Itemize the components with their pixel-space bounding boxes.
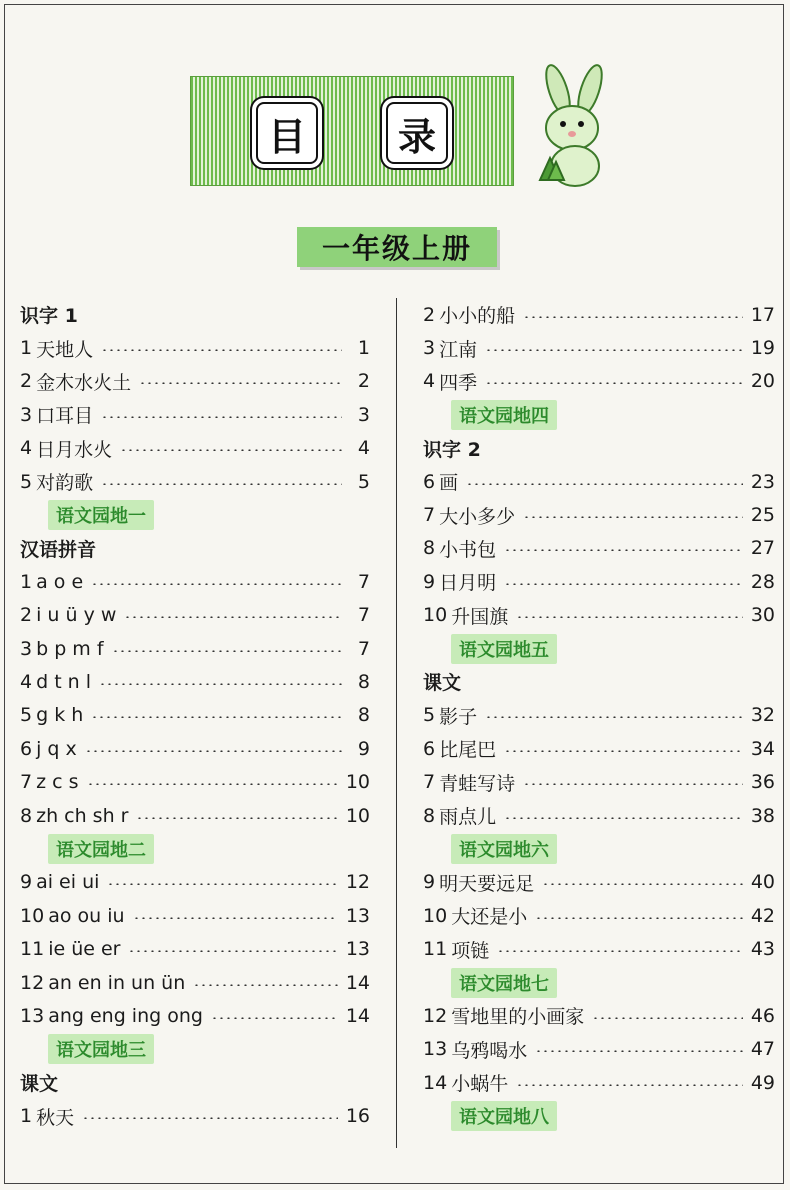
entry-number: 6	[423, 470, 436, 493]
entry-number: 14	[423, 1071, 448, 1094]
entry-number: 5	[423, 704, 436, 727]
entry-number: 8	[423, 804, 436, 827]
toc-entry	[423, 899, 775, 932]
toc-entry	[423, 699, 775, 732]
entry-page-number: 3	[357, 403, 370, 426]
garden-heading	[423, 832, 775, 865]
entry-title: d t n l	[36, 670, 92, 693]
dot-leader	[516, 616, 743, 618]
entry-page-number: 47	[750, 1038, 775, 1061]
entry-title: 日月明	[439, 572, 497, 595]
entry-title: 大还是小	[451, 906, 528, 929]
toc-entry	[20, 599, 370, 632]
entry-number: 9	[423, 871, 436, 894]
toc-entry	[423, 599, 775, 632]
entry-title: ang eng ing ong	[48, 1004, 203, 1027]
entry-title: 明天要远足	[439, 872, 535, 895]
toc-entry	[423, 331, 775, 364]
toc-left-column	[20, 298, 370, 1133]
entry-page-number: 7	[357, 570, 370, 593]
entry-number: 13	[423, 1038, 448, 1061]
column-divider	[396, 298, 397, 1148]
toc-entry	[20, 732, 370, 765]
toc-entry	[20, 699, 370, 732]
entry-number: 7	[423, 771, 436, 794]
dot-leader	[91, 583, 342, 585]
entry-title: 画	[439, 472, 459, 495]
entry-title: 小蜗牛	[451, 1073, 509, 1096]
dot-leader	[504, 583, 743, 585]
toc-entry	[423, 932, 775, 965]
dot-leader	[497, 950, 743, 952]
toc-entry	[20, 765, 370, 798]
toc-entry	[20, 465, 370, 498]
entry-title: 升国旗	[451, 605, 509, 628]
toc-entry	[423, 298, 775, 331]
entry-number: 11	[20, 938, 45, 961]
toc-entry	[20, 398, 370, 431]
entry-number: 7	[423, 504, 436, 527]
entry-page-number: 46	[750, 1004, 775, 1027]
entry-page-number: 10	[345, 771, 370, 794]
bunny-illustration	[520, 62, 630, 192]
dot-leader	[485, 716, 743, 718]
entry-title: a o e	[36, 570, 84, 593]
entry-page-number: 12	[345, 871, 370, 894]
section-heading	[20, 532, 370, 565]
garden-title: 语文园地一	[48, 500, 154, 530]
dot-leader	[133, 917, 338, 919]
entry-title: ai ei ui	[36, 871, 100, 894]
dot-leader	[211, 1017, 338, 1019]
entry-page-number: 14	[345, 1004, 370, 1027]
section-heading	[423, 432, 775, 465]
entry-page-number: 23	[750, 470, 775, 493]
entry-title: 雨点儿	[439, 806, 497, 829]
toc-entry	[423, 732, 775, 765]
entry-page-number: 36	[750, 771, 775, 794]
entry-number: 10	[423, 904, 448, 927]
section-title: 汉语拼音	[20, 538, 97, 561]
entry-number: 6	[423, 737, 436, 760]
section-title: 识字 2	[423, 438, 481, 461]
section-heading	[20, 298, 370, 331]
entry-page-number: 43	[750, 938, 775, 961]
entry-page-number: 38	[750, 804, 775, 827]
toc-entry	[423, 1033, 775, 1066]
dot-leader	[136, 817, 337, 819]
entry-title: 秋天	[36, 1106, 75, 1129]
entry-number: 10	[423, 604, 448, 627]
dot-leader	[592, 1017, 743, 1019]
toc-entry	[20, 432, 370, 465]
entry-number: 8	[20, 804, 33, 827]
garden-heading	[20, 1033, 370, 1066]
entry-title: j q x	[36, 737, 77, 760]
entry-page-number: 8	[357, 704, 370, 727]
dot-leader	[504, 750, 743, 752]
garden-heading	[423, 1099, 775, 1132]
entry-title: zh ch sh r	[36, 804, 129, 827]
entry-number: 1	[20, 1105, 33, 1128]
entry-number: 7	[20, 771, 33, 794]
entry-number: 5	[20, 704, 33, 727]
entry-number: 10	[20, 904, 45, 927]
entry-title: ao ou iu	[48, 904, 125, 927]
dot-leader	[124, 616, 342, 618]
title-char-1: 目	[256, 102, 318, 164]
entry-page-number: 13	[345, 904, 370, 927]
entry-title: b p m f	[36, 637, 104, 660]
toc-entry	[423, 765, 775, 798]
entry-page-number: 16	[345, 1105, 370, 1128]
entry-number: 12	[20, 971, 45, 994]
entry-title: 小小的船	[439, 305, 516, 328]
section-title: 课文	[423, 672, 462, 695]
entry-page-number: 10	[345, 804, 370, 827]
entry-page-number: 49	[750, 1071, 775, 1094]
dot-leader	[107, 883, 337, 885]
toc-entry	[423, 999, 775, 1032]
toc-entry	[423, 365, 775, 398]
entry-number: 3	[20, 637, 33, 660]
dot-leader	[101, 483, 342, 485]
dot-leader	[523, 516, 743, 518]
garden-heading	[423, 966, 775, 999]
garden-heading	[20, 832, 370, 865]
entry-number: 4	[20, 437, 33, 460]
dot-leader	[535, 1050, 743, 1052]
entry-number: 3	[20, 403, 33, 426]
entry-page-number: 17	[750, 303, 775, 326]
toc-entry	[423, 799, 775, 832]
dot-leader	[504, 549, 743, 551]
entry-title: 江南	[439, 338, 478, 361]
dot-leader	[193, 984, 338, 986]
entry-page-number: 13	[345, 938, 370, 961]
entry-page-number: 5	[357, 470, 370, 493]
entry-title: 项链	[451, 939, 490, 962]
dot-leader	[99, 683, 342, 685]
entry-title: an en in un ün	[48, 971, 186, 994]
entry-title: 比尾巴	[439, 739, 497, 762]
entry-page-number: 27	[750, 537, 775, 560]
garden-heading	[423, 398, 775, 431]
toc-right-column	[423, 298, 775, 1133]
entry-page-number: 2	[357, 370, 370, 393]
entry-number: 4	[20, 670, 33, 693]
entry-page-number: 19	[750, 337, 775, 360]
grade-label: 一年级上册	[297, 227, 497, 267]
entry-number: 11	[423, 938, 448, 961]
garden-title: 语文园地七	[451, 968, 557, 998]
toc-entry	[423, 532, 775, 565]
toc-entry	[423, 866, 775, 899]
entry-number: 4	[423, 370, 436, 393]
garden-title: 语文园地五	[451, 634, 557, 664]
contents-banner	[190, 76, 514, 186]
toc-entry	[20, 665, 370, 698]
dot-leader	[516, 1084, 743, 1086]
entry-number: 2	[20, 604, 33, 627]
section-title: 课文	[20, 1073, 59, 1096]
entry-page-number: 32	[750, 704, 775, 727]
garden-heading	[20, 498, 370, 531]
dot-leader	[139, 382, 342, 384]
garden-title: 语文园地四	[451, 400, 557, 430]
entry-title: ie üe er	[48, 938, 121, 961]
dot-leader	[91, 716, 342, 718]
entry-page-number: 40	[750, 871, 775, 894]
entry-page-number: 20	[750, 370, 775, 393]
section-heading	[423, 665, 775, 698]
entry-number: 9	[20, 871, 33, 894]
section-heading	[20, 1066, 370, 1099]
title-char-2: 录	[386, 102, 448, 164]
toc-entry	[423, 1066, 775, 1099]
garden-title: 语文园地八	[451, 1101, 557, 1131]
entry-number: 2	[20, 370, 33, 393]
entry-title: 雪地里的小画家	[451, 1006, 585, 1029]
dot-leader	[87, 783, 338, 785]
toc-entry	[20, 632, 370, 665]
dot-leader	[542, 883, 743, 885]
entry-number: 2	[423, 303, 436, 326]
dot-leader	[523, 316, 743, 318]
entry-page-number: 8	[357, 670, 370, 693]
toc-entry	[20, 565, 370, 598]
entry-title: 天地人	[36, 338, 94, 361]
dot-leader	[485, 382, 743, 384]
toc-entry	[20, 1099, 370, 1132]
garden-title: 语文园地二	[48, 834, 154, 864]
dot-leader	[101, 349, 342, 351]
toc-entry	[20, 899, 370, 932]
dot-leader	[485, 349, 743, 351]
entry-title: z c s	[36, 771, 79, 794]
dot-leader	[535, 917, 743, 919]
entry-title: 金木水火土	[36, 371, 132, 394]
entry-title: 小书包	[439, 538, 497, 561]
entry-page-number: 9	[357, 737, 370, 760]
toc-entry	[20, 866, 370, 899]
dot-leader	[120, 449, 342, 451]
entry-number: 8	[423, 537, 436, 560]
toc-entry	[20, 999, 370, 1032]
toc-entry	[423, 565, 775, 598]
entry-number: 1	[20, 337, 33, 360]
toc-entry	[423, 498, 775, 531]
toc-entry	[20, 932, 370, 965]
entry-number: 1	[20, 570, 33, 593]
dot-leader	[523, 783, 743, 785]
entry-page-number: 28	[750, 570, 775, 593]
entry-page-number: 34	[750, 737, 775, 760]
dot-leader	[112, 650, 342, 652]
garden-title: 语文园地三	[48, 1034, 154, 1064]
toc-entry	[423, 465, 775, 498]
toc-entry	[20, 966, 370, 999]
entry-number: 13	[20, 1004, 45, 1027]
toc-entry	[20, 331, 370, 364]
entry-page-number: 7	[357, 637, 370, 660]
entry-page-number: 42	[750, 904, 775, 927]
dot-leader	[82, 1117, 338, 1119]
dot-leader	[128, 950, 337, 952]
entry-title: i u ü y w	[36, 604, 117, 627]
entry-title: 口耳目	[36, 405, 94, 428]
entry-title: 乌鸦喝水	[451, 1039, 528, 1062]
toc-entry	[20, 365, 370, 398]
section-title: 识字 1	[20, 305, 78, 328]
toc-entry	[20, 799, 370, 832]
garden-title: 语文园地六	[451, 834, 557, 864]
entry-page-number: 4	[357, 437, 370, 460]
entry-title: 大小多少	[439, 505, 516, 528]
entry-page-number: 30	[750, 604, 775, 627]
entry-title: 青蛙写诗	[439, 772, 516, 795]
entry-title: 四季	[439, 371, 478, 394]
entry-title: 对韵歌	[36, 472, 94, 495]
entry-number: 3	[423, 337, 436, 360]
entry-title: g k h	[36, 704, 84, 727]
entry-page-number: 7	[357, 604, 370, 627]
entry-page-number: 25	[750, 504, 775, 527]
dot-leader	[466, 483, 743, 485]
garden-heading	[423, 632, 775, 665]
entry-title: 日月水火	[36, 438, 113, 461]
dot-leader	[85, 750, 342, 752]
dot-leader	[504, 817, 743, 819]
entry-page-number: 14	[345, 971, 370, 994]
entry-title: 影子	[439, 705, 478, 728]
entry-number: 12	[423, 1004, 448, 1027]
entry-number: 9	[423, 570, 436, 593]
dot-leader	[101, 416, 342, 418]
entry-number: 5	[20, 470, 33, 493]
entry-number: 6	[20, 737, 33, 760]
entry-page-number: 1	[357, 337, 370, 360]
